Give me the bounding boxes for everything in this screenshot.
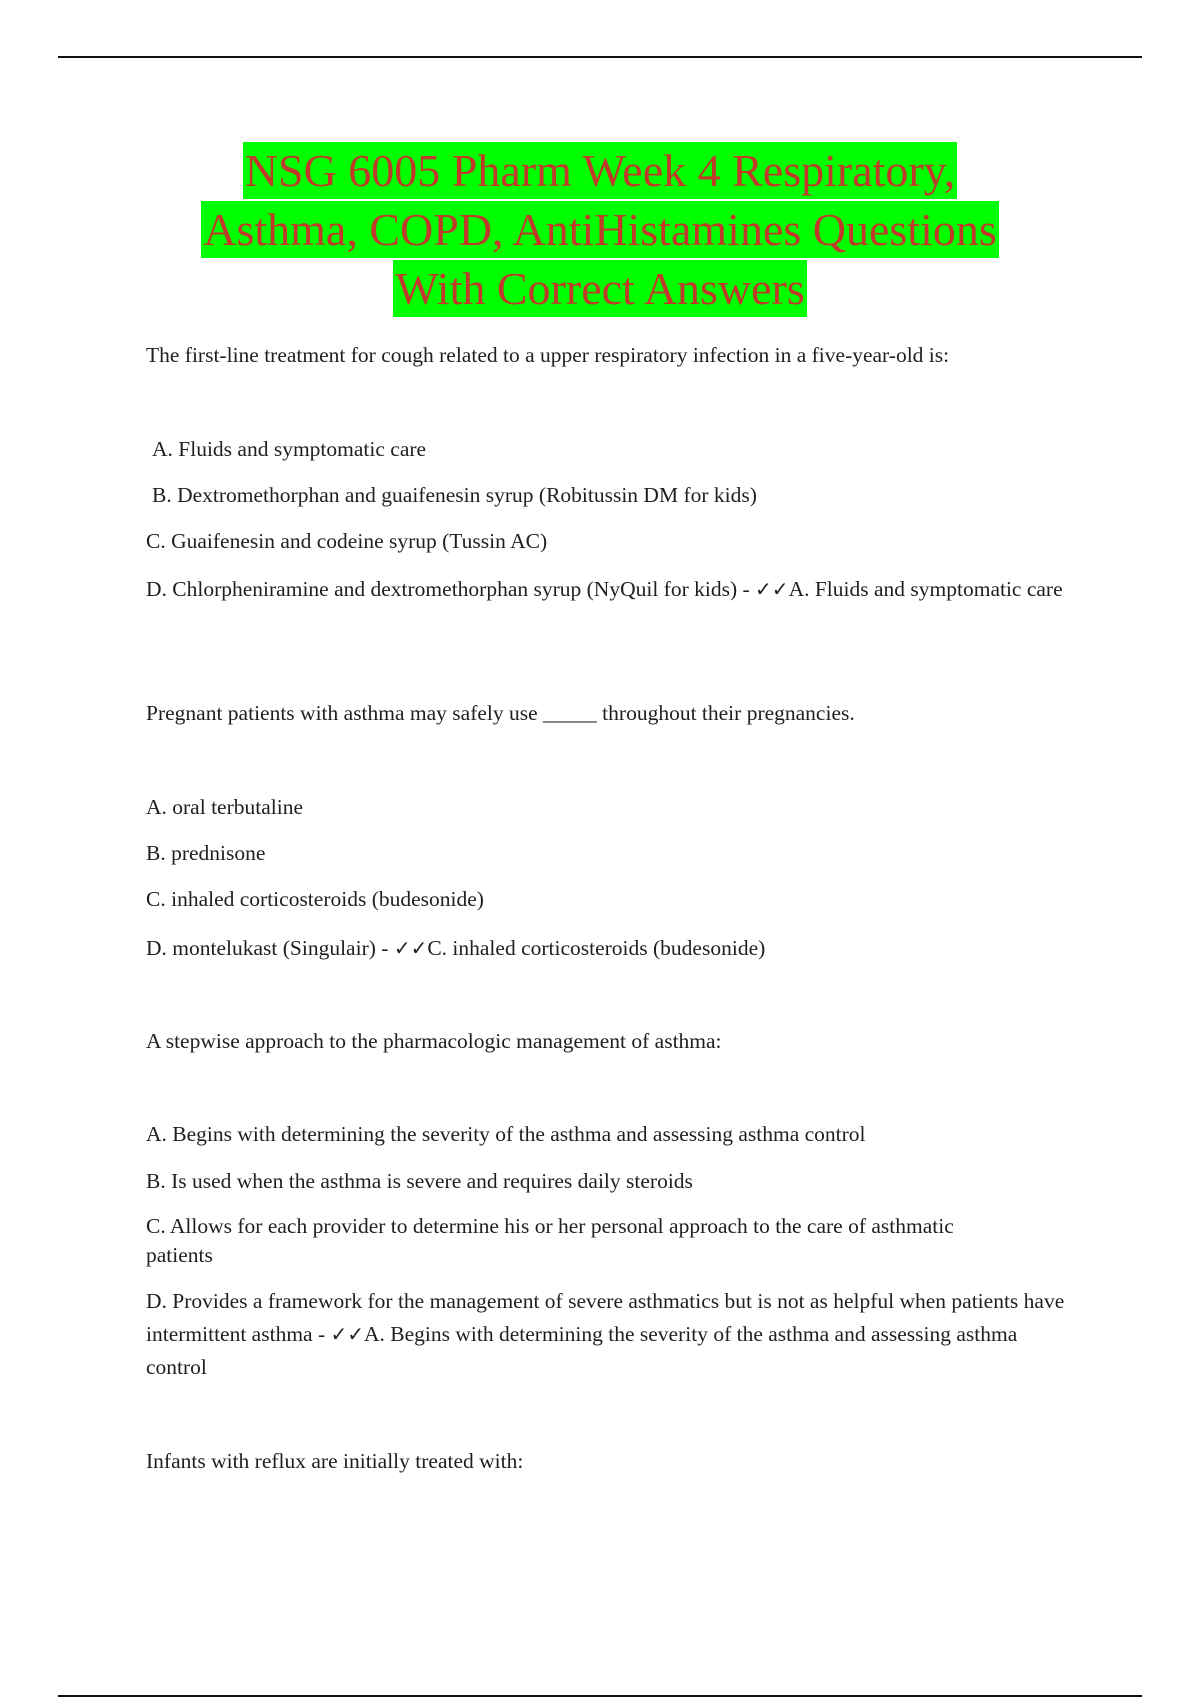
title-line-2: Asthma, COPD, AntiHistamines Questions [201, 201, 999, 258]
question-3-option-d: D. Provides a framework for the management of severe asthmatics but is not as helpful when patients have intermittent asthma - [146, 1289, 1065, 1346]
top-rule [58, 56, 1142, 58]
title-line-3: With Correct Answers [393, 260, 807, 317]
question-3-answer: A. Begins with determining the severity of the asthma and assessing asthma control [146, 1322, 1018, 1379]
question-3-option-d-answer [146, 1285, 1076, 1384]
question-1-option-c: C. Guaifenesin and codeine syrup (Tussin AC) [146, 529, 548, 553]
question-2-prompt: Pregnant patients with asthma may safely use _____ throughout their pregnancies. [146, 701, 855, 725]
document-title [0, 141, 1200, 318]
question-2-option-d: D. montelukast (Singulair) - [146, 936, 394, 960]
question-3-prompt: A stepwise approach to the pharmacologic management of asthma: [146, 1029, 722, 1053]
question-1-option-d: D. Chlorpheniramine and dextromethorphan syrup (NyQuil for kids) - [146, 577, 756, 601]
question-3-option-a: A. Begins with determining the severity of the asthma and assessing asthma control [146, 1122, 866, 1146]
question-2-answer: C. inhaled corticosteroids (budesonide) [427, 936, 766, 960]
question-4-prompt: Infants with reflux are initially treated with: [146, 1449, 524, 1473]
question-2-option-a: A. oral terbutaline [146, 795, 304, 819]
question-2-option-c: C. inhaled corticosteroids (budesonide) [146, 887, 484, 911]
checkmark-icon: ✓✓ [393, 936, 428, 960]
title-line-1: NSG 6005 Pharm Week 4 Respiratory, [243, 142, 957, 199]
question-1-answer: A. Fluids and symptomatic care [788, 577, 1063, 601]
question-1-prompt: The first-line treatment for cough related to a upper respiratory infection in a five-year-old is: [146, 343, 950, 367]
checkmark-icon: ✓✓ [755, 577, 789, 601]
question-1-option-a: A. Fluids and symptomatic care [152, 437, 427, 461]
question-3-option-b: B. Is used when the asthma is severe and requires daily steroids [146, 1169, 693, 1193]
question-3-option-c: C. Allows for each provider to determine his or her personal approach to the care of asthmatic patients [146, 1214, 954, 1267]
question-1-option-b: B. Dextromethorphan and guaifenesin syrup (Robitussin DM for kids) [152, 483, 757, 507]
question-2-option-b: B. prednisone [146, 841, 266, 865]
bottom-rule [58, 1695, 1142, 1697]
question-2-option-d-answer [146, 932, 1076, 965]
question-1-option-d-answer [146, 573, 1076, 606]
checkmark-icon: ✓✓ [330, 1322, 365, 1346]
